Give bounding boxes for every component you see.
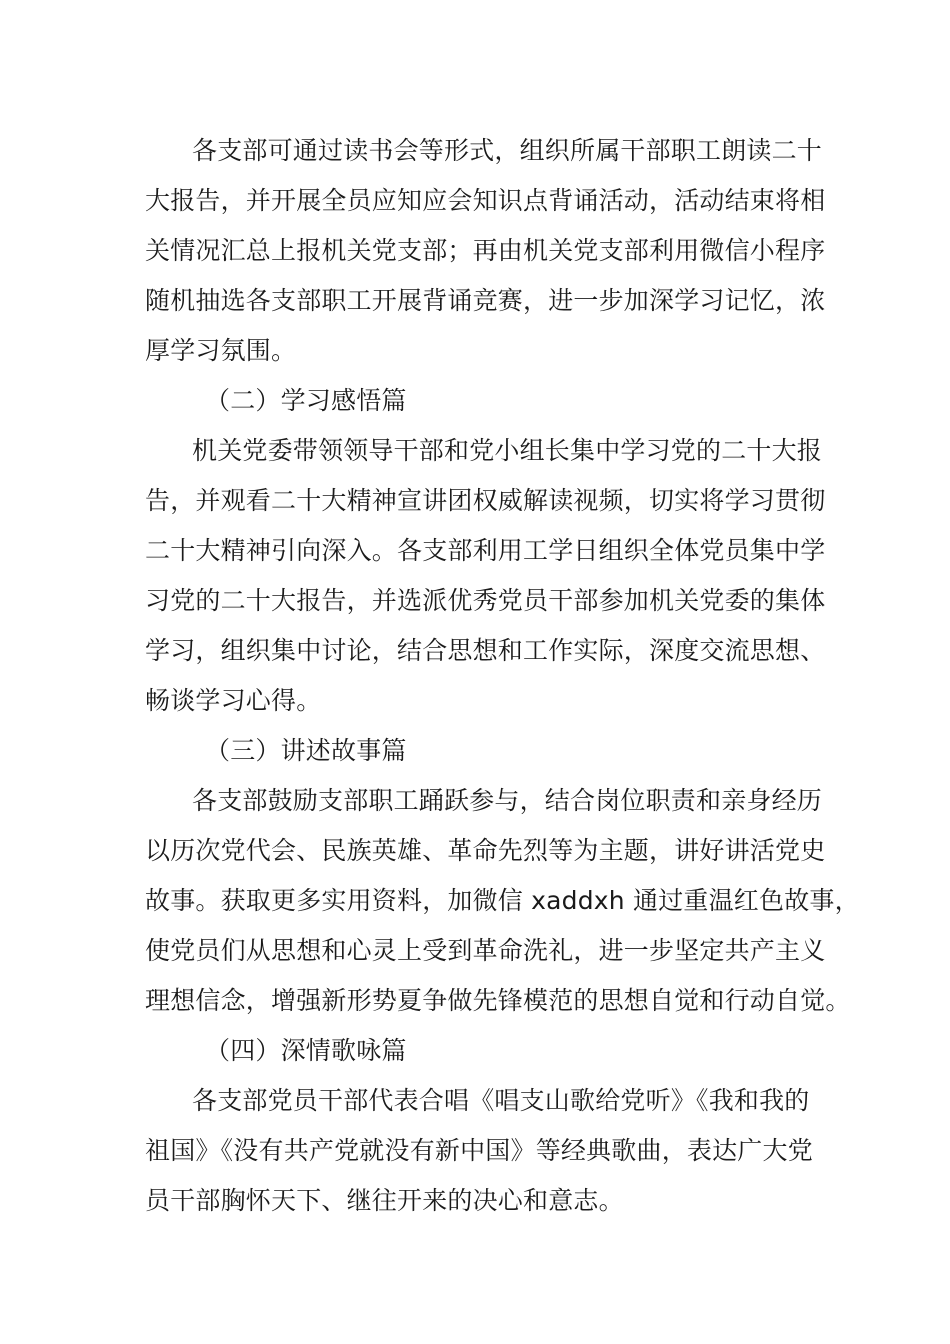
paragraph-line: 二十大精神引向深入。各支部利用工学日组织全体党员集中学 <box>145 536 826 565</box>
paragraph-line: 各支部党员干部代表合唱《唱支山歌给党听》《我和我的 <box>192 1086 810 1115</box>
paragraph-line: 告，并观看二十大精神宣讲团权威解读视频，切实将学习贯彻 <box>145 486 826 515</box>
paragraph-line: 习党的二十大报告，并选派优秀党员干部参加机关党委的集体 <box>145 586 826 615</box>
paragraph-line: 畅谈学习心得。 <box>145 686 322 715</box>
section-heading: （三）讲述故事篇 <box>205 736 407 765</box>
section-heading: （四）深情歌咏篇 <box>205 1036 407 1065</box>
paragraph-line: 祖国》《没有共产党就没有新中国》等经典歌曲，表达广大党 <box>145 1136 813 1165</box>
section-heading: （二）学习感悟篇 <box>205 386 407 415</box>
paragraph-line: 各支部可通过读书会等形式，组织所属干部职工朗读二十 <box>192 136 823 165</box>
paragraph-line: 关情况汇总上报机关党支部；再由机关党支部利用微信小程序 <box>145 236 826 265</box>
paragraph-line: 使党员们从思想和心灵上受到革命洗礼，进一步坚定共产主义 <box>145 936 826 965</box>
paragraph-line: 以历次党代会、民族英雄、革命先烈等为主题，讲好讲活党史 <box>145 836 826 865</box>
paragraph-line: 大报告，并开展全员应知应会知识点背诵活动，活动结束将相 <box>145 186 826 215</box>
paragraph-line: 理想信念，增强新形势夏争做先锋模范的思想自觉和行动自觉。 <box>145 986 851 1015</box>
paragraph-line: 随机抽选各支部职工开展背诵竞赛，进一步加深学习记忆，浓 <box>145 286 826 315</box>
paragraph-line: 厚学习氛围。 <box>145 336 297 365</box>
paragraph-line: 各支部鼓励支部职工踊跃参与，结合岗位职责和亲身经历 <box>192 786 823 815</box>
paragraph-line: 学习，组织集中讨论，结合思想和工作实际，深度交流思想、 <box>145 636 826 665</box>
document-page <box>145 126 860 1226</box>
paragraph-line: 机关党委带领领导干部和党小组长集中学习党的二十大报 <box>192 436 823 465</box>
paragraph-line: 故事。获取更多实用资料，加微信 xaddxh 通过重温红色故事， <box>145 886 860 915</box>
paragraph-line: 员干部胸怀天下、继往开来的决心和意志。 <box>145 1186 624 1215</box>
